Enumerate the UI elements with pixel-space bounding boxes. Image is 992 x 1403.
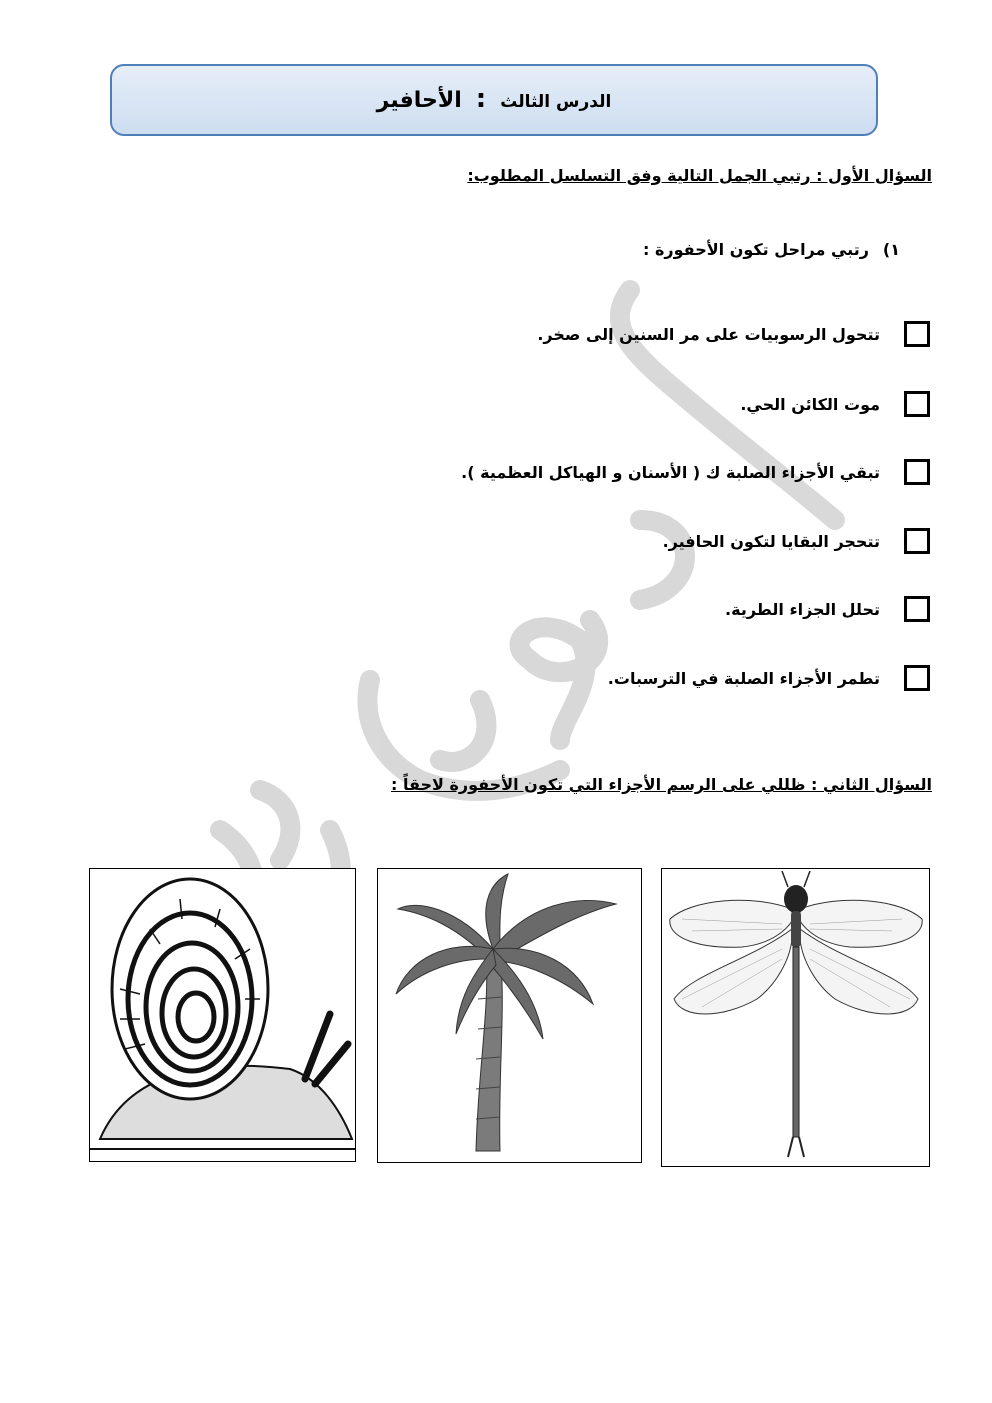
ordering-item [725, 593, 930, 625]
lesson-label: الدرس الثالث [500, 92, 612, 112]
lesson-topic: الأحافير [376, 88, 462, 113]
ordering-item [608, 662, 930, 694]
ordering-item [740, 388, 930, 420]
order-checkbox[interactable] [904, 459, 930, 485]
order-checkbox[interactable] [904, 321, 930, 347]
ordering-item [461, 456, 930, 488]
order-checkbox[interactable] [904, 528, 930, 554]
order-checkbox[interactable] [904, 391, 930, 417]
order-checkbox[interactable] [904, 596, 930, 622]
question-2-heading: السؤال الثاني : ظللي على الرسم الأجزاء التي تكون الأحفورة لاحقاً : [390, 775, 932, 794]
subheading-text: رتبي مراحل تكون الأحفورة : [643, 240, 869, 259]
question-1-subheading [643, 240, 900, 259]
subheading-number: ١) [882, 240, 900, 259]
ordering-item-text: تحلل الجزاء الطرية. [725, 599, 880, 619]
ordering-item-text: تتحجر البقايا لتكون الحافير. [662, 531, 880, 551]
snail-icon [90, 869, 355, 1161]
ordering-item-text: تطمر الأجزاء الصلبة في الترسبات. [607, 668, 880, 688]
lesson-title-box [110, 64, 878, 136]
ordering-item-text: موت الكائن الحي. [740, 394, 880, 414]
ordering-item-text: تتحول الرسوبيات على مر السنين إلى صخر. [537, 324, 880, 344]
dragonfly-image[interactable] [661, 868, 930, 1167]
question-1-heading: السؤال الأول : رتبي الجمل التالية وفق التسلسل المطلوب: [467, 166, 932, 185]
ordering-item-text: تبقي الأجزاء الصلبة ك ( الأسنان و الهياكل العظمية ). [461, 462, 880, 482]
dragonfly-icon [662, 869, 929, 1166]
order-checkbox[interactable] [904, 665, 930, 691]
ordering-item [537, 318, 930, 350]
ordering-item [663, 525, 930, 557]
lesson-title [112, 84, 876, 114]
palm-tree-icon [378, 869, 641, 1162]
palm-tree-image[interactable] [377, 868, 642, 1163]
snail-image[interactable] [89, 868, 356, 1162]
title-colon: : [475, 84, 487, 114]
